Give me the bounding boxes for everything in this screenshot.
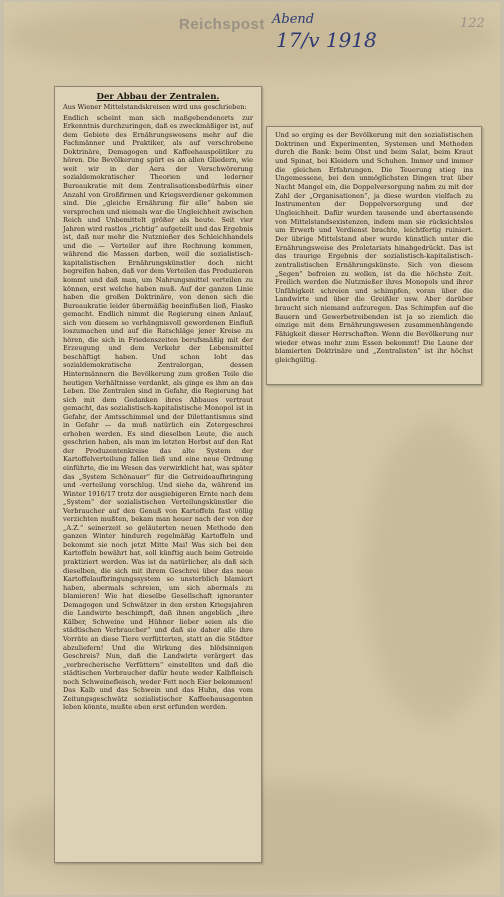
archive-sheet: [4, 2, 500, 895]
newspaper-name-stamp: Reichspost: [179, 16, 265, 33]
paper-stain: [364, 422, 504, 722]
handwritten-date: 17/v 1918: [276, 28, 377, 52]
article-title: Der Abbau der Zentralen.: [96, 92, 220, 102]
article-subtitle: Aus Wiener Mittelstandskreisen wird uns geschrieben:: [63, 103, 247, 111]
newspaper-clipping-left: [54, 86, 262, 863]
article-column-right: Und so erging es der Bevölkerung mit den sozialistischen Doktrinen und Experimenten, Systemen und Methoden durch die Bank: beim Obst und beim Salat, beim Kraut und Spinat, bei Kleidern und Schuhen. Immer und immer die gleichen Erfahrungen. Die Teuerung stieg ins Ungemessene, bei den unmöglichsten Dingen trat über Nacht Mangel ein, die Doppelversorgung nahm zu mit der Zahl der „Organisationen“, ja diese wurden vielfach zu Instrumenten der Doppelversorgung und der Ungleichheit. Dafür wurden tausende und abertausende von Mittelstandsexistenzen, indem man sie rücksichtslos um Erwerb und Verdienst brachte, leichtfertig ruiniert. Der übrige Mittelstand aber wurde künstlich unter die Ernährungsweise des Proletariats hinabgedrückt. Das ist das traurige Ergebnis der sozialistisch-kapitalistisch-zentralistischen Ernährungskünste. Sich von diesem „Segen“ befreien zu wollen, ist da die höchste Zeit. Freilich werden die Nutznießer ihres Monopols und ihrer Unfähigkeit schreien und schimpfen, voran über die Landwirte und über die Greißler usw. Aber darüber braucht sich niemand aufzuregen. Das Schimpfen auf die Bauern und Gewerbetreibenden ist ja so ziemlich die einzige mit dem Ernährungswesen zusammenhängende Fähigkeit dieser Herrschaften. Wenn die Bevölkerung nur wieder etwas mehr zum Essen bekommt! Die Laune der blamierten Doktrinäre und „Zentralisten“ ist ihr höchst gleichgültig.: [275, 131, 473, 365]
archive-page-number: 122: [460, 16, 485, 31]
newspaper-clipping-right: [266, 126, 482, 385]
handwritten-edition-note: Abend: [272, 12, 315, 27]
article-column-left: Endlich scheint man sich maßgebendenorts zur Erkenntnis durchzuringen, daß es zweckmäßiger ist, auf dem Gebiete des Ernährungswesens mehr auf die Fachmänner und Praktiker, als auf verschrobene Doktrinäre, Demagogen und Kaffeehauspolitiker zu hören. Die Bevölkerung spürt es an allen Gliedern, wie weit wir in der Aera der Verschwörerung sozialdemokratischer Theorien und lederner Bureaukratie mit dem Zentralisationsbedürfnis einer Anzahl von Großfirmen und Kriegsverdiener gekommen sind. Die „gleiche Ernährung für alle“ haben sie versprochen und niemals war die Ungleichheit zwischen Reich und Unbemittelt größer als heute. Seit vier Jahren wird rastlos „richtig“ aufgeteilt und das Ergebnis ist, daß nur mehr die Nutznießer des Schleichhandels und die — Verteiler auf ihre Rechnung kommen, während die Massen darben, weil die sozialistisch-kapitalistischen Ernährungskünstler doch nicht begreifen haben, daß vor dem Verteilen das Produzieren kommt und daß man, um Nahrungsmittel verteilen zu können, erst welche haben muß. Auf der ganzen Linie haben die großen Doktrinäre, von denen sich die Bureaukratie leider übermäßig beeinflußen ließ, Fiasko gemacht. Endlich nimmt die Regierung einen Anlauf, sich von diesem so verhängnisvoll gewordenen Einfluß loszumachen und auf die Ratschläge jener Kreise zu hören, die sich in Friedenszeiten berufsmäßig mit der Erzeugung und dem Verkehr der Lebensmittel beschäftigt haben. Und schon lobt das sozialdemokratische Zentralorgan, dessen Hintermännern die Bevölkerung zum großen Teile die heutigen Verhältnisse verdankt, als ginge es ihm an das Leben. Die Zentralen sind in Gefahr, die Regierung hat sich mit dem Gedanken ihres Abbaues vertraut gemacht, das sozialistisch-kapitalistische Monopol ist in Gefahr, der Amtsschimmel und der Dilettantismus sind in Gefahr — da muß natürlich ein Zetergeschrei erhoben werden. Es sind dieselben Leute, die auch geschrien haben, als man im letzten Herbst auf den Rat der Produzentenkreise das alte System der Kartoffelverteilung fallen ließ und eine neue Ordnung einführte, die im Wesen das verwirklicht hat, was später das „System Schönauer“ für die Getreideaufbringung und -verteilung vorschlug. Und siehe da, während im Winter 1916/17 trotz der ausgiebigeren Ernte nach dem „System“ der sozialistischen Verteilungskünstler die Verbraucher auf den Genuß von Kartoffeln fast völlig verzichten mußten, bekam man heuer nach der von der „A.Z.“ seinerzeit so geläuterten neuen Methode den ganzen Winter hindurch regelmäßig Kartoffeln und bekommt sie noch jetzt Mitte Mai! Was sich bei den Kartoffeln bewährt hat, soll künftig auch beim Getreide praktiziert werden. Was ist da natürlicher, als daß sich dieselben, die sich mit ihrem Geschrei über das neue Kartoffelaufbringungssystem so unsterblich blamiert haben, abermals schreien, um sich abermals zu blamieren! Wie hat dieselbe Gesellschaft ignoranter Demagogen und Schwätzer in den ersten Kriegsjahren die Landwirte beschimpft, daß ihnen angeblich „ihre Kälber, Schweine und Hühner lieber seien als die städtischen Verbraucher“ und daß sie daher alle ihre Vorräte an diese Tiere verfütterten, statt an die Städter abzuliefern! Und die Wirkung des blödsinnigen Geschreis? Nun, daß die Landwirte verärgert das „verbrecherische Verfüttern“ einstellten und daß die städtischen Verbraucher dafür heute weder Kalbfleisch noch Schweinefleisch, weder Fett noch Eier bekommen! Das Kalb und das Schwein und das Huhn, das vom Zeitungsgeschwätz sozialistischer Kaffeehausagenten leben könnte, mußte eben erst erfunden werden.: [63, 113, 253, 712]
paper-stain: [4, 2, 500, 72]
